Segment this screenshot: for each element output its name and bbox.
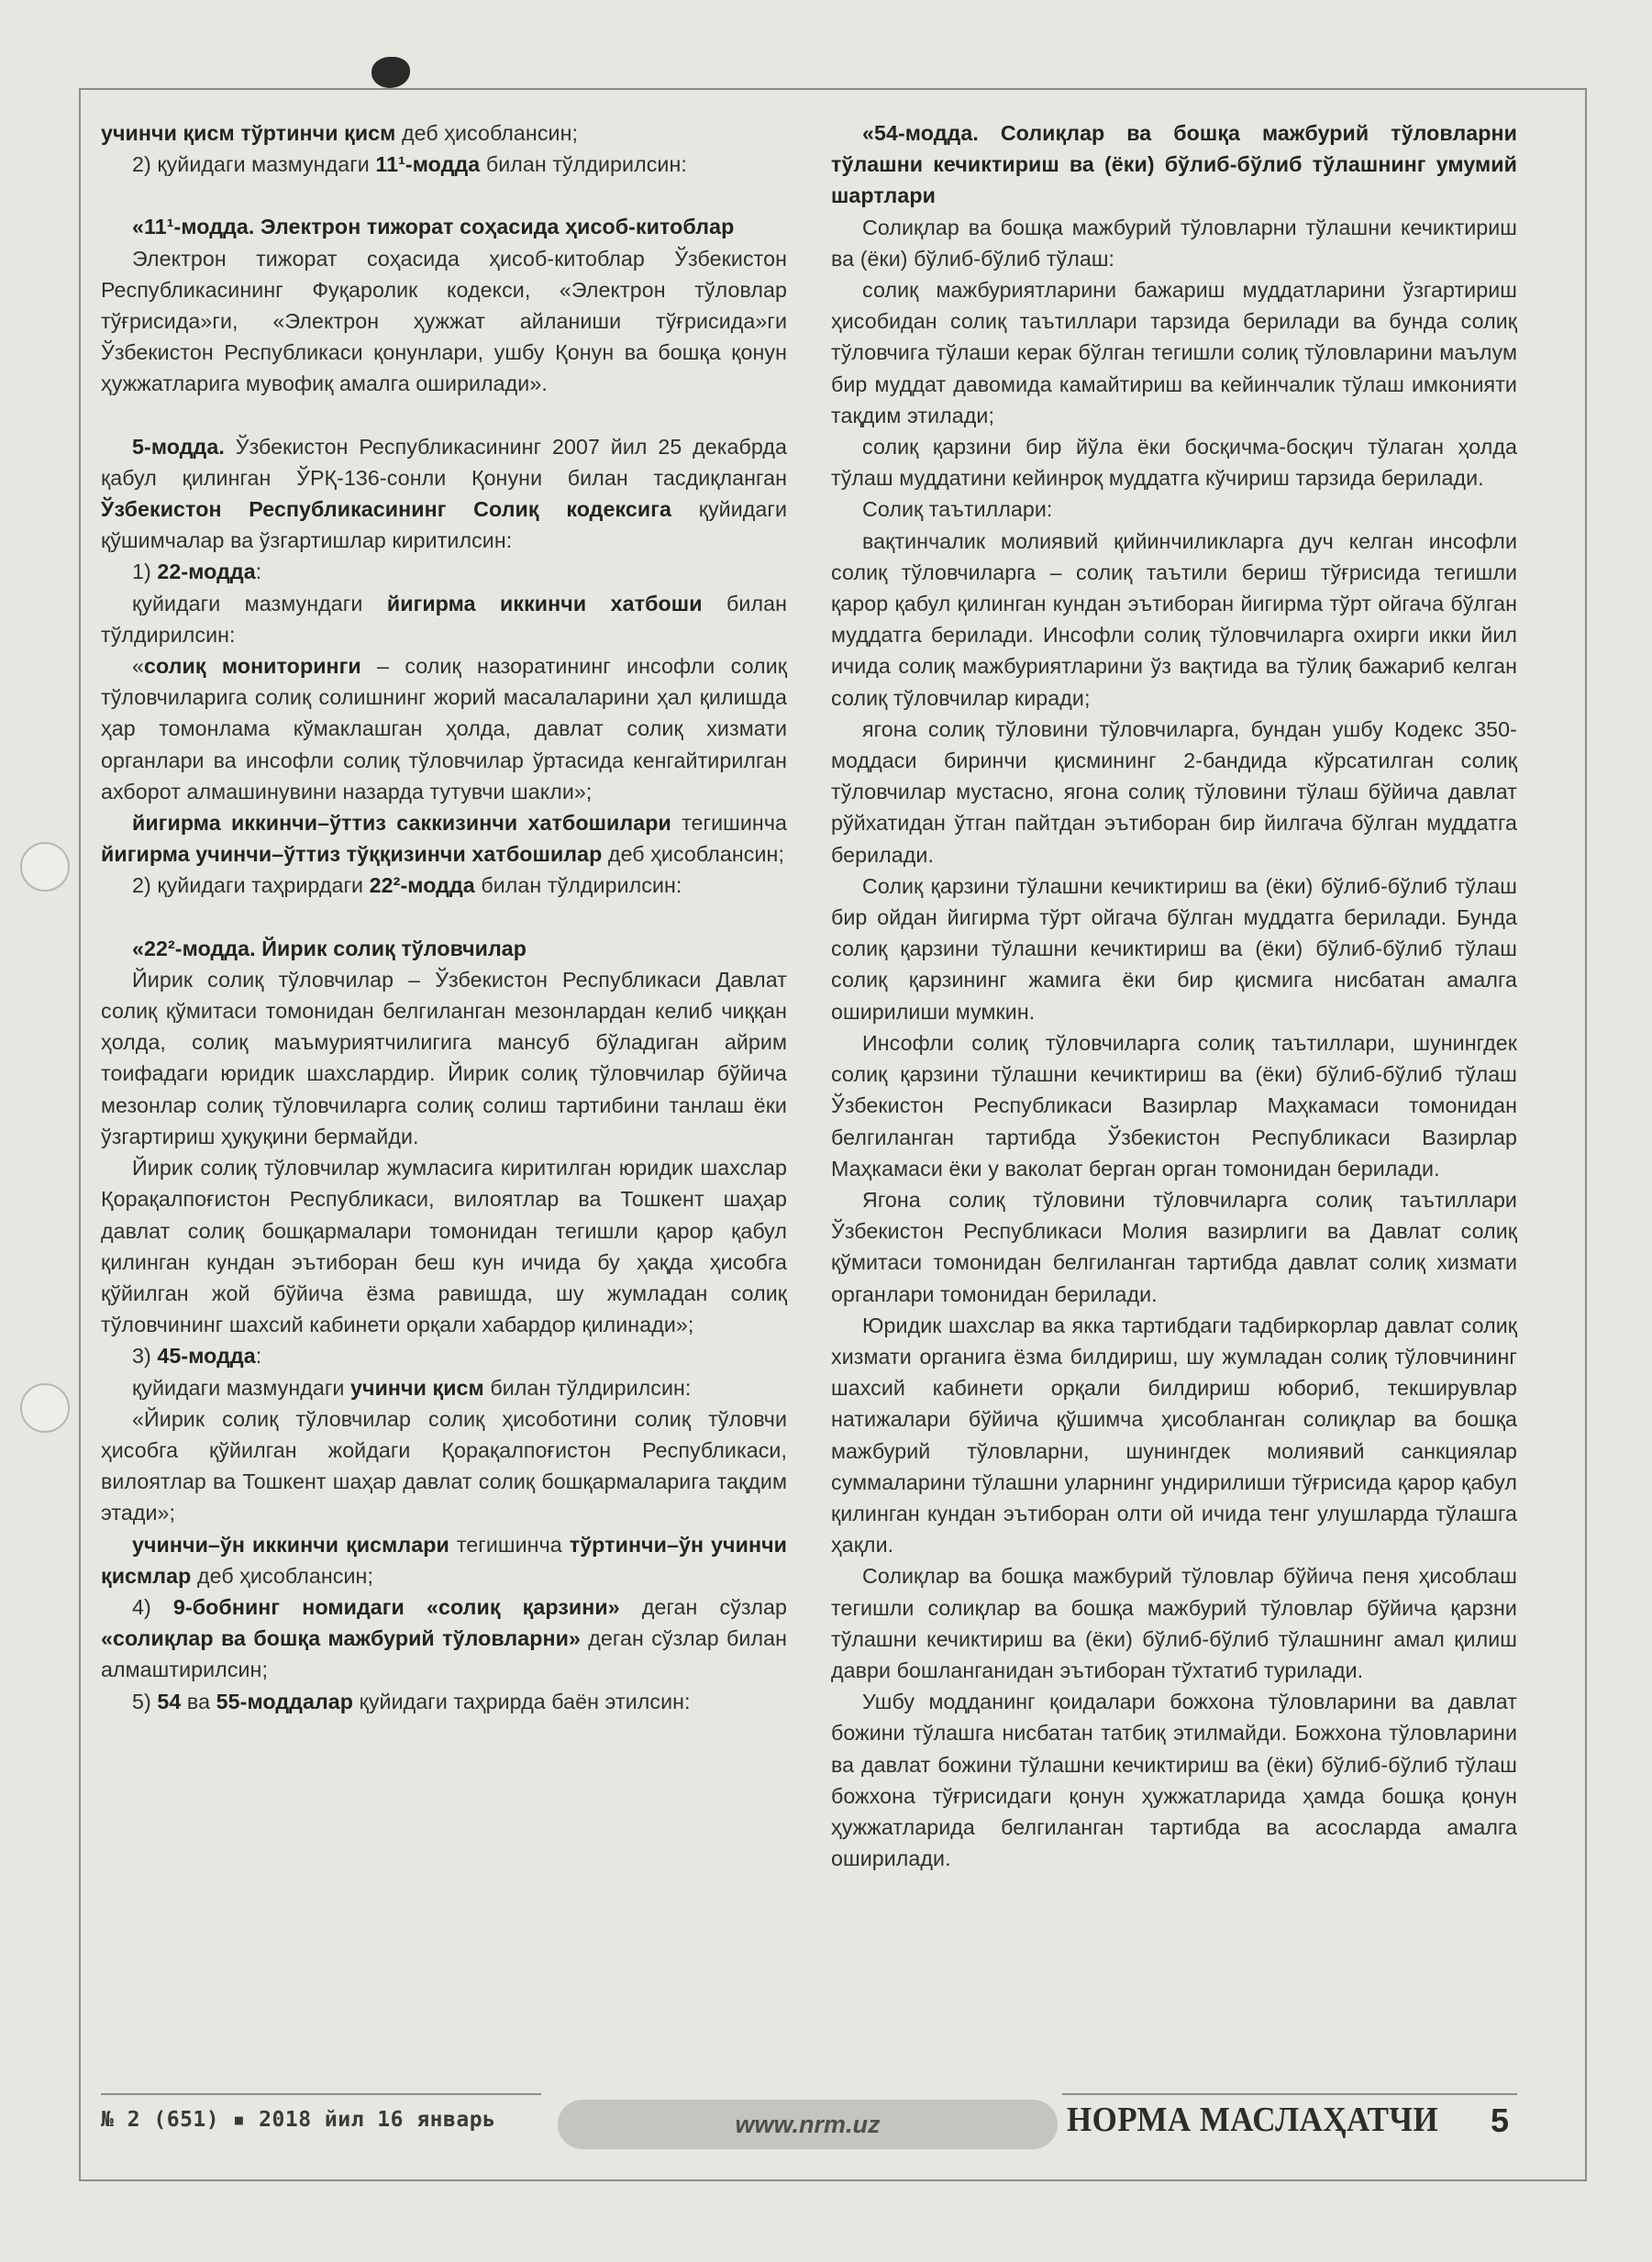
left-column-paragraph: 4) 9-бобнинг номидаги «солиқ қарзини» деган сўзлар «солиқлар ва бошқа мажбурий тўловларни» деган сўзлар билан алмаштирилсин; — [101, 1594, 787, 1682]
punch-hole-bottom — [20, 1383, 70, 1433]
left-column-paragraph: 2) қуйидаги таҳрирдаги 22²-модда билан тўлдирилсин: — [132, 873, 682, 898]
left-column-paragraph: Йирик солиқ тўловчилар жумласига киритилган юридик шахслар Қорақалпоғистон Республикаси, вилоятлар ва Тошкент шаҳар давлат солиқ бошқармалари томонидан тегишли қарор қабул қилинган кундан эътиборан беш кун ичида бу ҳақда ҳисобга қўйилган жой бўйича ёзма равишда, шу жумладан солиқ тўловчининг шахсий кабинети орқали хабардор қилинади»; — [101, 1156, 787, 1337]
right-column-paragraph: Солиқлар ва бошқа мажбурий тўловларни тўлашни кечиктириш ва (ёки) бўлиб-бўлиб тўлаш: — [831, 215, 1517, 271]
right-column-paragraph: Юридик шахслар ва якка тартибдаги тадбиркорлар давлат солиқ хизмати органига ёзма билдириш, шу жумладан солиқ тўловчининг шахсий кабинети орқали билдириш юбориб, текширувлар натижалари бўйича қўшимча ҳисобланган солиқлар ва бошқа мажбурий тўловларни, шунингдек молиявий санкциялар суммаларини тўлашни уларнинг ундирилиши тўғрисида қарор қабул қилинган кундан эътиборан олти ой ичида тенг улушларда тўлашга ҳақли. — [831, 1313, 1517, 1558]
left-column-paragraph: қуйидаги мазмундаги учинчи қисм билан тўлдирилсин: — [132, 1375, 692, 1400]
right-column-paragraph: Солиқлар ва бошқа мажбурий тўловлар бўйича пеня ҳисоблаш тегишли солиқлар ва бошқа мажбурий тўловлар бўйича қарзни тўлашни кечиктириш ва (ёки) бўлиб-бўлиб тўлашнинг амал қилиш даври бошланганидан эътиборан тўхтатиб турилади. — [831, 1564, 1517, 1682]
right-column — [831, 117, 1517, 1874]
left-column-paragraph: 2) қуйидаги мазмундаги 11¹-модда билан тўлдирилсин: — [132, 152, 687, 177]
right-column-paragraph: солиқ мажбуриятларини бажариш муддатларини ўзгартириш ҳисобидан солиқ таътиллари тарзида берилади ва бунда солиқ тўловчига тўлаши керак бўлган тегишли солиқ тўловларини маълум бир муддат давомида камайтириш ва кейинчалик тўлаш имконияти тақдим этилади; — [831, 278, 1517, 427]
right-column-paragraph: Ягона солиқ тўловини тўловчиларга солиқ таътиллари Ўзбекистон Республикаси Молия вазирлиги ва Давлат солиқ қўмитаси томонидан белгиланган тартибда давлат солиқ хизмати органлари томонидан берилади. — [831, 1187, 1517, 1306]
left-column-paragraph: 1) 22-модда: — [132, 560, 262, 584]
left-column-paragraph: учинчи–ўн иккинчи қисмлари тегишинча тўртинчи–ўн учинчи қисмлар деб ҳисоблансин; — [101, 1532, 787, 1588]
footer-rule-right — [1062, 2093, 1517, 2095]
right-column-paragraph: солиқ қарзини бир йўла ёки босқичма-босқич тўлаган ҳолда тўлаш муддатини кейинроқ муддатга кўчириш тарзида берилади. — [831, 435, 1517, 491]
right-column-paragraph: вақтинчалик молиявий қийинчиликларга дуч келган инсофли солиқ тўловчиларга – солиқ таътили бериш тўғрисида тегишли қарор қабул қилинган кундан эътиборан йигирма тўрт ойгача бўлган муддатга берилади. Инсофли солиқ тўловчиларга охирги икки йил ичида солиқ мажбуриятларини ўз вақтида ва тўлиқ бажариб келган солиқ тўловчилар киради; — [831, 528, 1517, 710]
left-column-paragraph: 5) 54 ва 55-моддалар қуйидаги таҳрирда баён этилсин: — [132, 1689, 691, 1713]
publication-title: НОРМА МАСЛАҲАТЧИ — [1067, 2101, 1439, 2139]
right-column-paragraph: Солиқ қарзини тўлашни кечиктириш ва (ёки) бўлиб-бўлиб тўлаш бир ойдан йигирма тўрт ойгача бўлган муддатга берилади. Бунда солиқ қарзини тўлашни кечиктириш ва (ёки) бўлиб-бўлиб тўлаш солиқ қарзининг жамига ёки бир қисмига нисбатан амалга оширилиши мумкин. — [831, 873, 1517, 1024]
ink-spot — [371, 57, 410, 88]
left-column-paragraph: Йирик солиқ тўловчилар – Ўзбекистон Республикаси Давлат солиқ қўмитаси томонидан белгиланган мезонлардан келиб чиққан ҳолда, солиқ маъмуриятчилигига мансуб бўладиган айрим тоифадаги юридик шахслардир. Йирик солиқ тўловчилар бўйича мезонлар солиқ тўловчиларга солиқ солиш тартибини танлаш ёки ўзгартириш ҳуқуқини бермайди. — [101, 967, 787, 1148]
website-url[interactable] — [558, 2100, 1058, 2149]
left-column-paragraph: «Йирик солиқ тўловчилар солиқ ҳисоботини солиқ тўловчи ҳисобга қўйилган жойдаги Қорақалпоғистон Республикаси, вилоятлар ва Тошкент шаҳар давлат солиқ бошқармаларига тақдим этади»; — [101, 1406, 787, 1525]
issue-info: № 2 (651) ▪ 2018 йил 16 январь — [101, 2108, 496, 2132]
page-number: 5 — [1491, 2101, 1510, 2139]
right-column-paragraph: Солиқ таътиллари: — [862, 497, 1053, 522]
left-column-article-heading: «11¹-модда. Электрон тижорат соҳасида ҳисоб-китоблар — [132, 215, 735, 239]
footer-rule-left — [101, 2093, 541, 2095]
right-column-paragraph: Ушбу модданинг қоидалари божхона тўловларини ва давлат божини тўлашга нисбатан татбиқ этилмайди. Божхона тўловларини ва давлат божини тўлашни кечиктириш ва (ёки) бўлиб-бўлиб тўлаш божхона тўғрисидаги қонун ҳужжатларида ҳамда бошқа қонун ҳужжатларида белгиланган тартибда ва асосларда амалга оширилади. — [831, 1690, 1517, 1871]
left-column-paragraph: 3) 45-модда: — [132, 1344, 262, 1369]
right-column-paragraph: ягона солиқ тўловини тўловчиларга, бундан ушбу Кодекс 350-моддаси биринчи қисмининг 2-бандида кўрсатилган солиқ тўловчилар мустасно, ягона солиқ тўловини тўлаш бўйича давлат рўйхатидан ўтган пайтдан эътиборан бир йилгача бўлган муддатга берилади. — [831, 716, 1517, 867]
right-column-article-heading: «54-модда. Солиқлар ва бошқа мажбурий тўловларни тўлашни кечиктириш ва (ёки) бўлиб-бўлиб тўлашнинг умумий шартлари — [831, 121, 1517, 208]
punch-hole-top — [20, 842, 70, 892]
left-column-paragraph: йигирма иккинчи–ўттиз саккизинчи хатбошилари тегишинча йигирма учинчи–ўттиз тўққизинчи хатбошилар деб ҳисоблансин; — [101, 811, 787, 867]
left-column-article-heading: «22²-модда. Йирик солиқ тўловчилар — [132, 936, 527, 960]
left-column-paragraph: 5-модда. Ўзбекистон Республикасининг 2007 йил 25 декабрда қабул қилинган ЎРҚ-136-сонли Қонуни билан тасдиқланган Ўзбекистон Республикасининг Солиқ кодексига қуйидаги қўшимчалар ва ўзгартишлар киритилсин: — [101, 434, 787, 553]
left-column-paragraph: «солиқ мониторинги – солиқ назоратининг инсофли солиқ тўловчиларига солиқ солишнинг жорий масалаларини ҳал қилишда ҳар томонлама кўмаклашган ҳолда, давлат солиқ хизмати органлари ва инсофли солиқ тўловчилар ўртасида кенгайтирилган ахборот алмашинувини назарда тутувчи шакли»; — [101, 654, 787, 804]
left-column — [101, 117, 787, 1717]
left-column-paragraph: учинчи қисм тўртинчи қисм деб ҳисоблансин; — [101, 121, 579, 145]
left-column-paragraph: қуйидаги мазмундаги йигирма иккинчи хатбоши билан тўлдирилсин: — [101, 591, 787, 647]
website-url-text[interactable]: www.nrm.uz — [735, 2110, 881, 2138]
right-column-paragraph: Инсофли солиқ тўловчиларга солиқ таътиллари, шунингдек солиқ қарзини тўлашни кечиктириш ва (ёки) бўлиб-бўлиб тўлаш Ўзбекистон Республикаси Вазирлар Маҳкамаси томонидан белгиланган тартибда Ўзбекистон Республикаси Вазирлар Маҳкамаси ёки у ваколат берган орган томонидан берилади. — [831, 1030, 1517, 1181]
left-column-paragraph: Электрон тижорат соҳасида ҳисоб-китоблар Ўзбекистон Республикасининг Фуқаролик кодекси, «Электрон тўловлар тўғрисида»ги, «Электрон ҳужжат айланиши тўғрисида»ги Ўзбекистон Республикаси қонунлари, ушбу Қонун ва бошқа қонун ҳужжатларига мувофиқ амалга оширилади». — [101, 246, 787, 396]
